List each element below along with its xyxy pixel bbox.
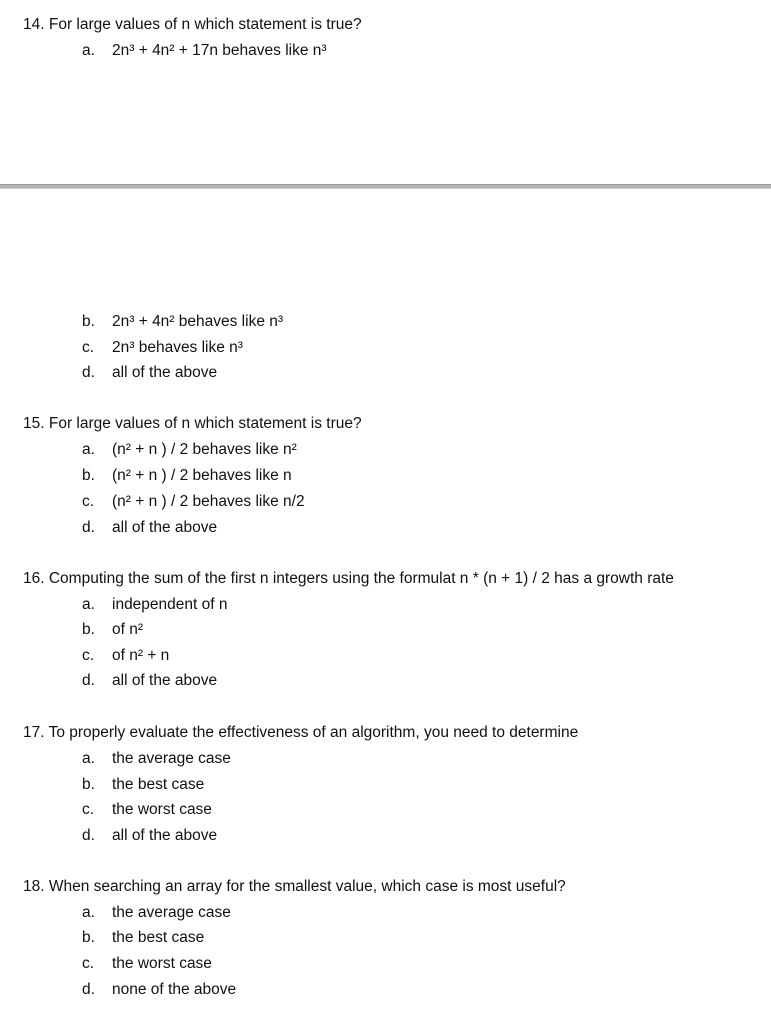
option-letter: b. xyxy=(82,621,95,638)
option-letter: d. xyxy=(82,519,95,536)
question-15-option-b xyxy=(82,467,292,485)
option-text: all of the above xyxy=(112,364,218,381)
option-text: all of the above xyxy=(112,519,218,536)
question-15-option-c xyxy=(82,493,305,511)
question-16-option-d xyxy=(82,672,217,690)
option-letter: c. xyxy=(82,493,95,510)
question-17-option-d xyxy=(82,827,217,845)
option-text: independent of n xyxy=(112,596,228,613)
option-letter: c. xyxy=(82,955,95,972)
option-text: all of the above xyxy=(112,827,218,844)
option-text: the average case xyxy=(112,904,231,921)
option-text: 2n³ + 4n² behaves like n³ xyxy=(112,313,284,330)
option-text: the worst case xyxy=(112,955,212,972)
option-text: of n² xyxy=(112,621,144,638)
option-text: the best case xyxy=(112,929,205,946)
option-letter: c. xyxy=(82,801,95,818)
option-text: of n² + n xyxy=(112,647,170,664)
option-letter: a. xyxy=(82,42,95,59)
option-letter: d. xyxy=(82,827,95,844)
question-18-option-b xyxy=(82,929,204,947)
option-text: none of the above xyxy=(112,981,237,998)
question-14-option-d xyxy=(82,364,217,382)
option-letter: b. xyxy=(82,467,95,484)
option-letter: c. xyxy=(82,339,95,356)
question-18-option-d xyxy=(82,981,236,999)
option-letter: a. xyxy=(82,904,95,921)
question-17-option-c xyxy=(82,801,212,819)
question-17-option-a xyxy=(82,750,231,768)
question-16-option-c xyxy=(82,647,169,665)
option-letter: a. xyxy=(82,441,95,458)
question-14-stem: 14. For large values of n which statement is true? xyxy=(23,16,362,33)
question-16-option-b xyxy=(82,621,143,639)
page-break-divider xyxy=(0,184,771,189)
option-text: the average case xyxy=(112,750,231,767)
question-16-stem: 16. Computing the sum of the first n integers using the formulat n * (n + 1) / 2 has a growth rate xyxy=(23,570,674,587)
question-15-option-a xyxy=(82,441,297,459)
option-text: all of the above xyxy=(112,672,218,689)
option-letter: c. xyxy=(82,647,95,664)
option-letter: d. xyxy=(82,364,95,381)
option-letter: a. xyxy=(82,596,95,613)
question-18-option-c xyxy=(82,955,212,973)
question-17-option-b xyxy=(82,776,204,794)
option-text: (n² + n ) / 2 behaves like n² xyxy=(112,441,297,458)
option-letter: b. xyxy=(82,776,95,793)
question-18-stem: 18. When searching an array for the smallest value, which case is most useful? xyxy=(23,878,566,895)
option-letter: b. xyxy=(82,929,95,946)
option-letter: b. xyxy=(82,313,95,330)
question-14-option-c xyxy=(82,339,243,357)
option-text: 2n³ + 4n² + 17n behaves like n³ xyxy=(112,42,327,59)
question-15-option-d xyxy=(82,519,217,537)
option-text: the best case xyxy=(112,776,205,793)
option-text: (n² + n ) / 2 behaves like n/2 xyxy=(112,493,305,510)
question-18-option-a xyxy=(82,904,231,922)
option-letter: d. xyxy=(82,981,95,998)
question-16-option-a xyxy=(82,596,228,614)
question-15-stem: 15. For large values of n which statement is true? xyxy=(23,415,362,432)
question-17-stem: 17. To properly evaluate the effectiveness of an algorithm, you need to determine xyxy=(23,724,579,741)
option-text: the worst case xyxy=(112,801,212,818)
option-text: 2n³ behaves like n³ xyxy=(112,339,243,356)
question-14-option-b xyxy=(82,313,283,331)
option-letter: d. xyxy=(82,672,95,689)
question-14-option-a xyxy=(82,42,327,60)
option-letter: a. xyxy=(82,750,95,767)
option-text: (n² + n ) / 2 behaves like n xyxy=(112,467,292,484)
